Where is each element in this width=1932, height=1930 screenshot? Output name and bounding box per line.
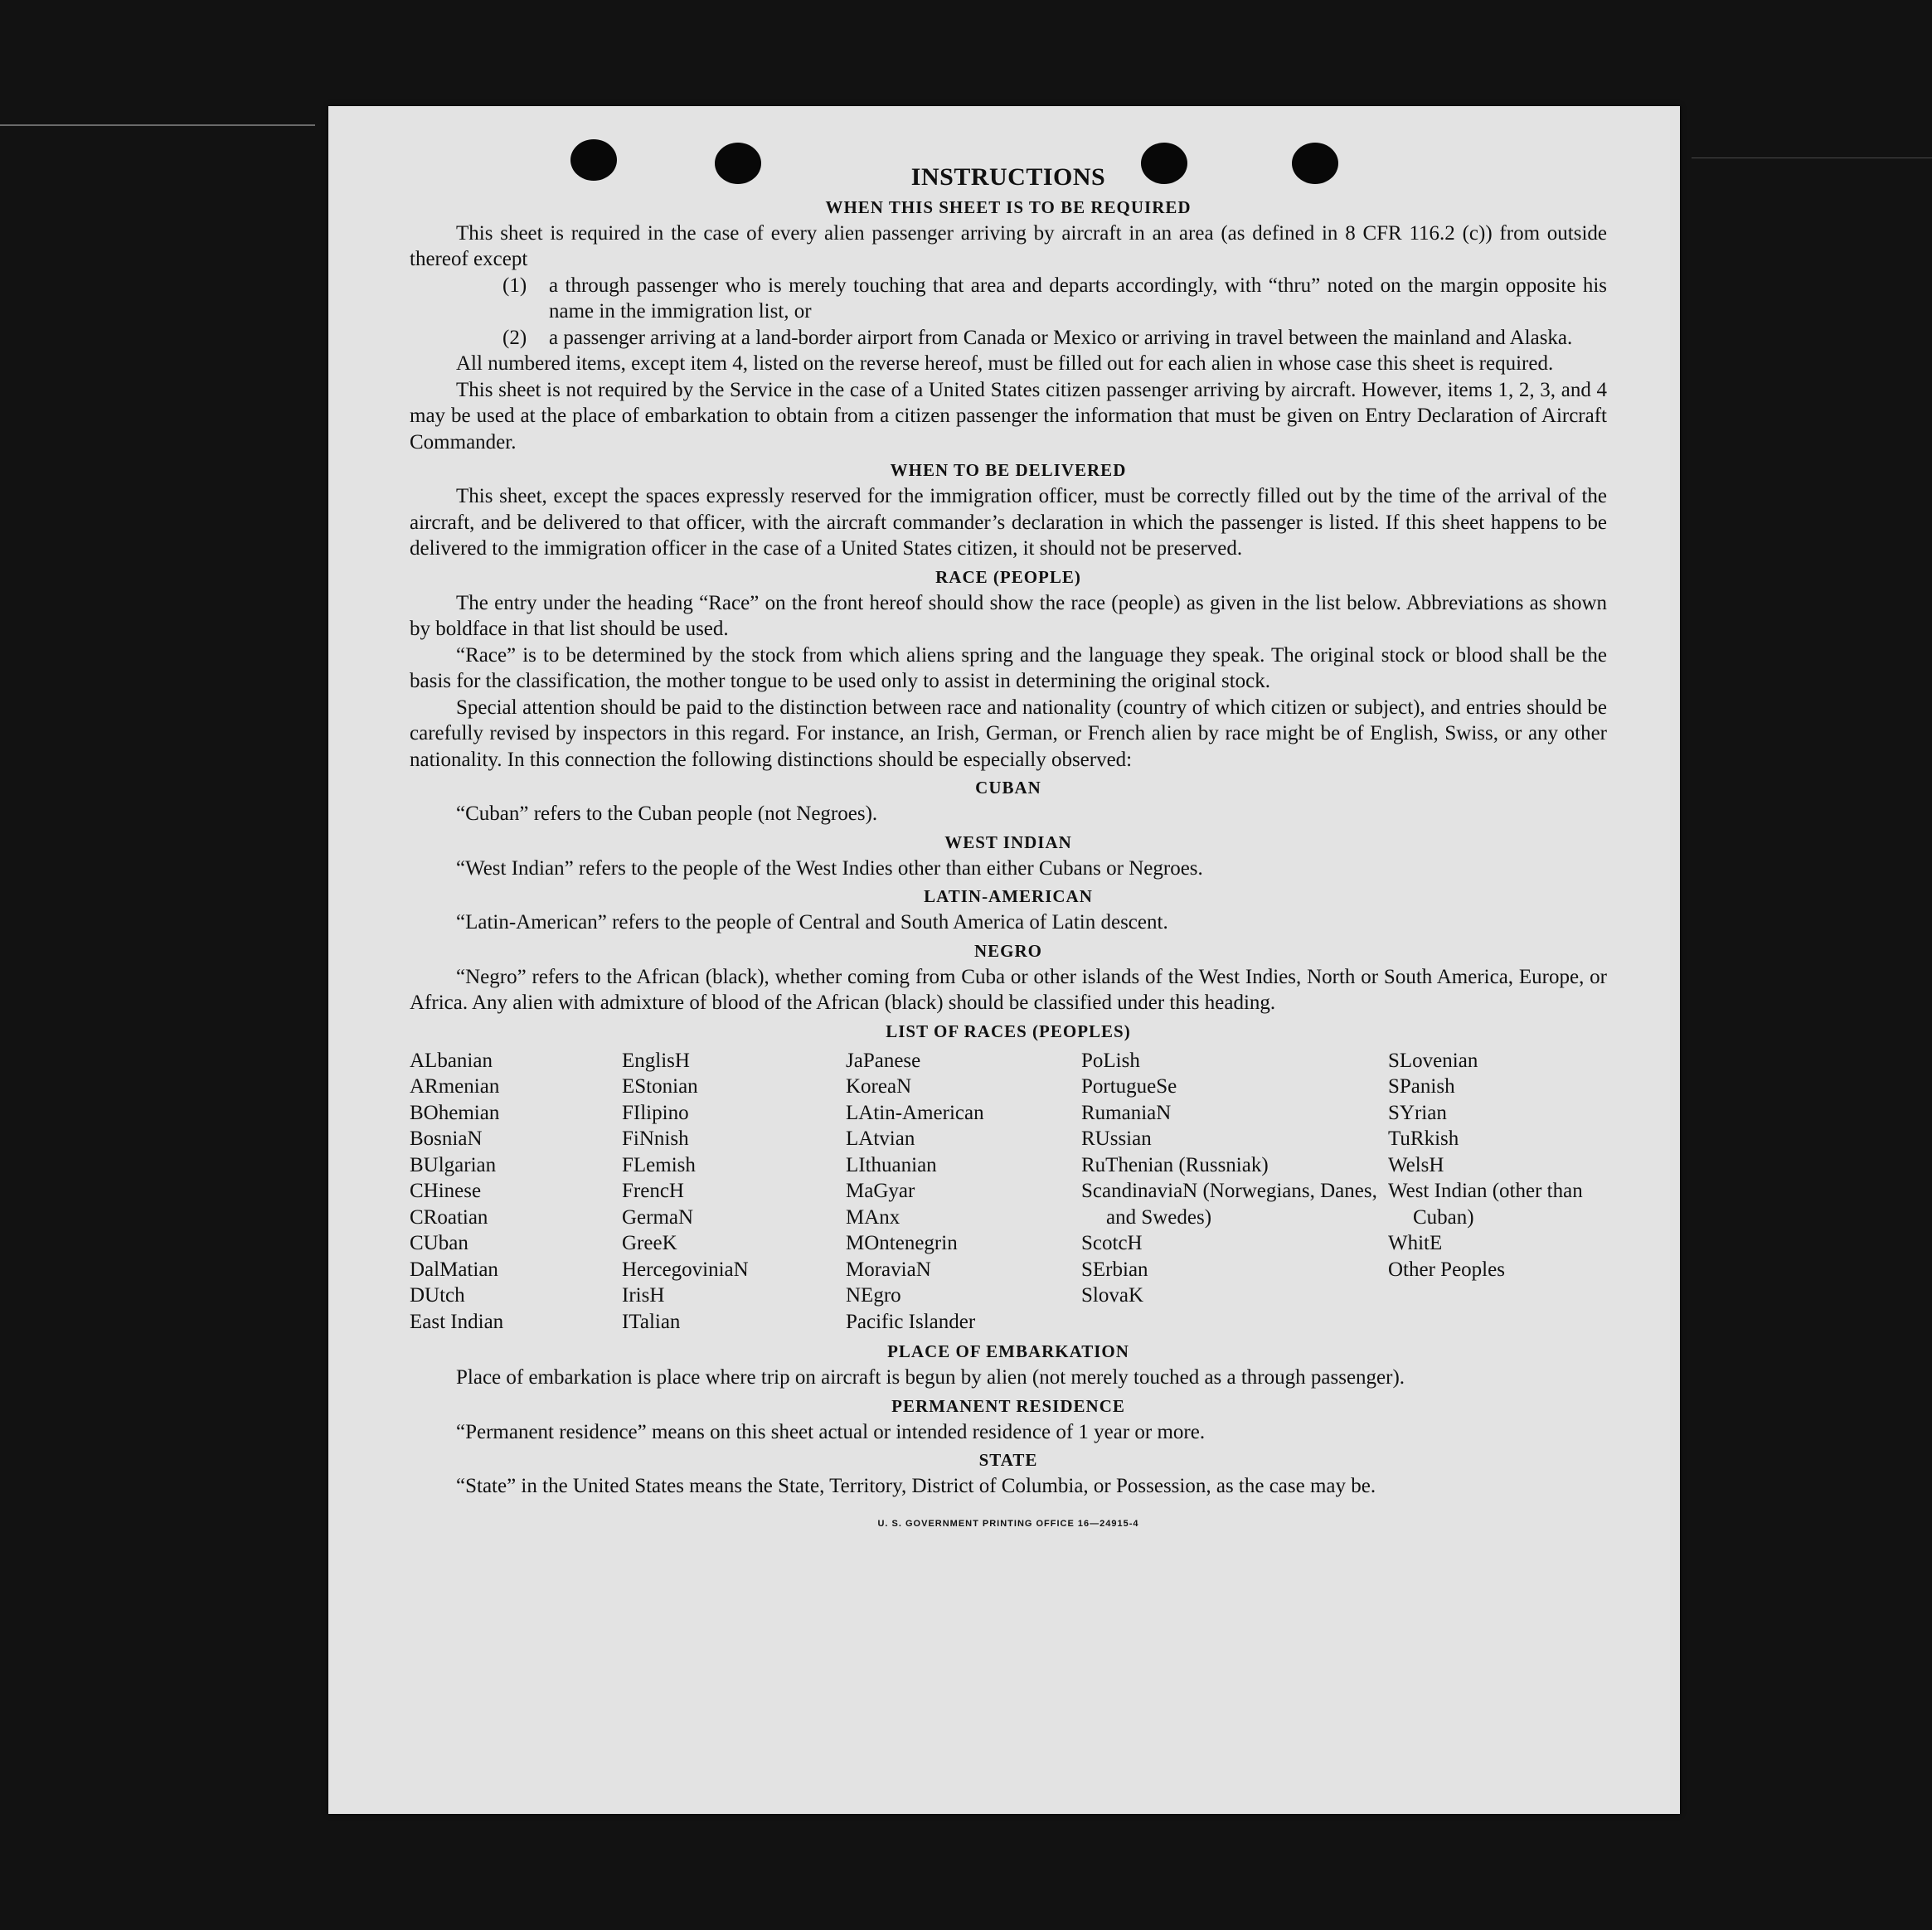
race-entry: RumaniaN: [1081, 1101, 1172, 1124]
race-entry: GermaN: [622, 1205, 694, 1229]
race-entry: ARmenian: [410, 1075, 500, 1098]
race-entry: ScandinaviaN (Norwegians, Danes, and Swedes): [1081, 1180, 1377, 1229]
race-entry: GreeK: [622, 1232, 677, 1254]
race-entry: BOhemian: [410, 1101, 500, 1124]
race-entry: DalMatian: [410, 1258, 498, 1281]
race-entry: WhitE: [1388, 1232, 1443, 1254]
paragraph: Place of embarkation is place where trip on aircraft is begun by alien (not merely touched as a through passenger).: [456, 1366, 1405, 1389]
race-entry: DUtch: [410, 1284, 465, 1307]
race-entry: ALbanian: [410, 1049, 493, 1072]
paragraph: This sheet, except the spaces expressly reserved for the immigration officer, must be correctly filled out by the time of the arrival of the aircraft, and be delivered to that officer, with the aircraft commander’s declaration in which the passenger is listed. If this sheet happens to be delivered to the immigration officer in the case of a United States citizen, it should not be preserved.: [410, 485, 1607, 560]
race-entry: EnglisH: [622, 1049, 690, 1072]
section-heading-embarkation: PLACE OF EMBARKATION: [887, 1341, 1129, 1361]
document-sheet: [328, 106, 1680, 1814]
race-entry: ITalian: [622, 1310, 681, 1333]
paragraph: “Race” is to be determined by the stock from which aliens spring and the language they speak. The original stock or blood shall be the basis for the classification, the mother tongue to be used only to assist in determining the original stock.: [410, 643, 1607, 692]
race-entry: NEgro: [846, 1284, 901, 1307]
race-entry: PoLish: [1081, 1049, 1140, 1072]
race-entry: SPanish: [1388, 1075, 1455, 1098]
race-entry: CRoatian: [410, 1205, 488, 1229]
race-entry: KoreaN: [846, 1075, 912, 1098]
race-entry: PortugueSe: [1081, 1075, 1177, 1098]
race-entry: FrencH: [622, 1180, 684, 1202]
paragraph: The entry under the heading “Race” on the front hereof should show the race (people) as given in the list below. Abbreviations as shown by boldface in that list should be used.: [410, 591, 1607, 640]
race-entry: BUlgarian: [410, 1153, 497, 1176]
race-entry: Pacific Islander: [846, 1310, 976, 1333]
paragraph: “West Indian” refers to the people of the West Indies other than either Cubans or Negroes.: [456, 856, 1203, 880]
race-column: [622, 1048, 846, 1336]
paragraph: “Cuban” refers to the Cuban people (not Negroes).: [456, 803, 878, 825]
race-entry: BosniaN: [410, 1127, 483, 1150]
race-entry: JaPanese: [846, 1049, 921, 1072]
race-entry: West Indian (other than Cuban): [1388, 1180, 1583, 1229]
paragraph: This sheet is not required by the Service in the case of a United States citizen passenger arriving by aircraft. However, items 1, 2, 3, and 4 may be used at the place of embarkation to obtain from a citizen passenger the information that must be given on Entry Declaration of Aircraft Commander.: [410, 378, 1607, 453]
race-entry: ScotcH: [1081, 1232, 1143, 1254]
document-title: INSTRUCTIONS: [910, 163, 1106, 191]
race-entry: RUssian: [1081, 1127, 1152, 1150]
paragraph: This sheet is required in the case of every alien passenger arriving by aircraft in an area (as defined in 8 CFR 116.2 (c)) from outside thereof except: [410, 221, 1607, 270]
paragraph: “State” in the United States means the State, Territory, District of Columbia, or Possession, as the case may be.: [456, 1475, 1376, 1497]
item-text: a through passenger who is merely touching that area and departs accordingly, with “thru” noted on the margin opposite his name in the immigration list, or: [549, 274, 1607, 322]
printer-imprint: U. S. GOVERNMENT PRINTING OFFICE 16—24915-4: [877, 1518, 1139, 1529]
section-heading-residence: PERMANENT RESIDENCE: [891, 1395, 1125, 1416]
race-entry: FLemish: [622, 1153, 696, 1176]
scan-artifact-line: [0, 124, 315, 126]
races-list: [410, 1048, 1607, 1336]
race-entry: EStonian: [622, 1075, 698, 1098]
paragraph: All numbered items, except item 4, listed on the reverse hereof, must be filled out for each alien in whose case this sheet is required.: [456, 352, 1554, 375]
section-heading-when-delivered: WHEN TO BE DELIVERED: [890, 460, 1127, 480]
race-entry: LIthuanian: [846, 1153, 937, 1176]
race-entry: Other Peoples: [1388, 1258, 1505, 1281]
race-entry: SErbian: [1081, 1258, 1148, 1281]
section-heading-cuban: CUBAN: [975, 778, 1041, 798]
race-entry: SlovaK: [1081, 1284, 1143, 1307]
race-entry: CUban: [410, 1232, 468, 1254]
race-column: [410, 1048, 622, 1336]
race-entry: CHinese: [410, 1180, 482, 1202]
race-entry: SLovenian: [1388, 1049, 1478, 1072]
exception-item: [410, 273, 1607, 325]
section-heading-west-indian: WEST INDIAN: [944, 832, 1072, 852]
paragraph: “Permanent residence” means on this sheet actual or intended residence of 1 year or more.: [456, 1420, 1206, 1443]
section-heading-latin-american: LATIN-AMERICAN: [924, 886, 1093, 906]
section-heading-state: STATE: [978, 1450, 1038, 1470]
paragraph: “Latin-American” refers to the people of Central and South America of Latin descent.: [456, 911, 1168, 933]
race-entry: WelsH: [1388, 1153, 1444, 1176]
race-entry: MOntenegrin: [846, 1232, 958, 1254]
race-entry: TuRkish: [1388, 1127, 1459, 1150]
race-entry: RuThenian (Russniak): [1081, 1153, 1269, 1176]
race-entry: FIlipino: [622, 1101, 689, 1124]
race-column: [1081, 1048, 1388, 1336]
race-entry: East Indian: [410, 1310, 504, 1333]
item-number: (1): [502, 274, 527, 297]
item-text: a passenger arriving at a land-border airport from Canada or Mexico or arriving in travel between the mainland and Alaska.: [549, 326, 1573, 349]
race-entry: HercegoviniaN: [622, 1258, 749, 1281]
race-entry: SYrian: [1388, 1101, 1447, 1124]
race-entry: LAtin-American: [846, 1101, 984, 1124]
paragraph: Special attention should be paid to the distinction between race and nationality (country of which citizen or subject), and entries should be carefully revised by inspectors in this regard. For instance, an Irish, German, or French alien by race might be of English, Swiss, or any other nationality. In this connection the following distinctions should be especially observed:: [410, 696, 1607, 771]
section-heading-list-of-races: LIST OF RACES (PEOPLES): [886, 1021, 1131, 1041]
race-entry: MoraviaN: [846, 1258, 931, 1281]
section-heading-negro: NEGRO: [973, 940, 1042, 961]
section-heading-when-required: WHEN THIS SHEET IS TO BE REQUIRED: [825, 196, 1192, 217]
race-entry: IrisH: [622, 1284, 665, 1307]
race-column: [1388, 1048, 1607, 1336]
race-entry: MaGyar: [846, 1180, 915, 1202]
document-body: [410, 164, 1607, 1537]
exception-item: [410, 325, 1607, 352]
race-column: [846, 1048, 1081, 1336]
paragraph: “Negro” refers to the African (black), whether coming from Cuba or other islands of the West Indies, North or South America, Europe, or Africa. Any alien with admixture of blood of the African (black) should be classified under this heading.: [410, 965, 1607, 1014]
race-entry: LAtvian: [846, 1127, 915, 1150]
section-heading-race: RACE (PEOPLE): [935, 566, 1081, 587]
item-number: (2): [502, 326, 527, 349]
race-entry: MAnx: [846, 1205, 900, 1229]
race-entry: FiNnish: [622, 1127, 689, 1150]
